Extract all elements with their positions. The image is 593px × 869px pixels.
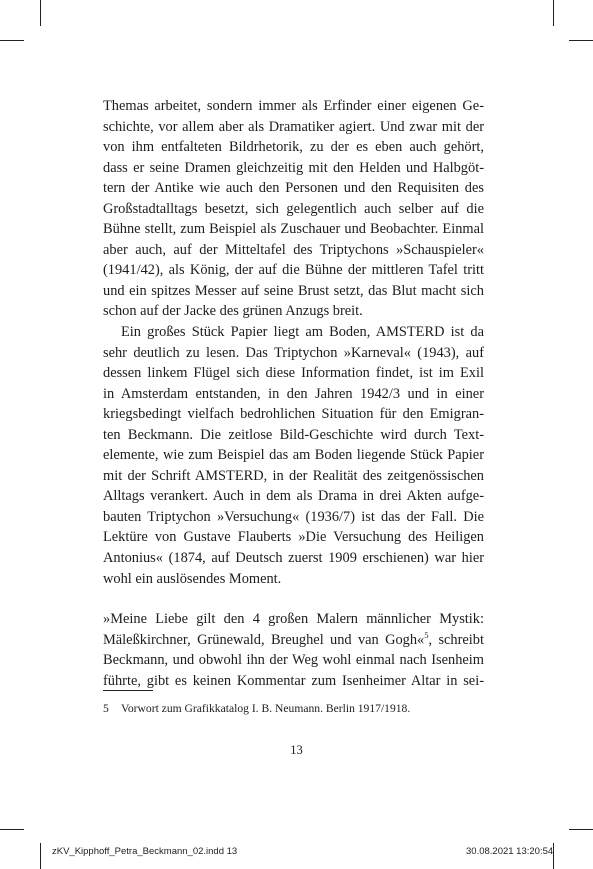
- text-line: [103, 507, 484, 528]
- line-text: bauten Triptychon »Versuchung« (1936/7) ist das der Fall. Die: [103, 508, 484, 525]
- text-line: [103, 96, 484, 117]
- text-line: [103, 425, 484, 446]
- line-text: tern der Antike wie auch den Personen und den Requisiten des: [103, 180, 484, 197]
- text-line: [103, 650, 484, 671]
- text-line: [103, 404, 484, 425]
- text-line: [103, 117, 484, 138]
- footnote: [103, 702, 484, 715]
- text-line: [103, 466, 484, 487]
- line-text: schichte, vor allem aber als Dramatiker agiert. Und zwar mit der: [103, 118, 484, 135]
- text-line: [103, 445, 484, 466]
- text-line: [103, 260, 484, 281]
- line-text: mit der Schrift AMSTERD, in der Realität des zeitgenössischen: [103, 467, 484, 484]
- text-line: [103, 548, 484, 569]
- text-line: [103, 322, 484, 343]
- line-text: führte, gibt es keinen Kommentar zum Isenheimer Altar in sei-: [103, 672, 484, 689]
- text-line: [103, 630, 484, 651]
- line-text: Lektüre von Gustave Flauberts »Die Versuchung des Heiligen: [103, 529, 484, 546]
- crop-mark: [40, 843, 41, 869]
- text-line: [103, 281, 484, 302]
- line-text: (1941/42), als König, der auf die Bühne der mittleren Tafel tritt: [103, 262, 484, 279]
- line-text: Großstadtalltags besetzt, sich gelegentlich auch selber auf die: [103, 200, 484, 217]
- crop-mark: [569, 40, 593, 41]
- text-line: [103, 363, 484, 384]
- text-line: [103, 178, 484, 199]
- line-text: Alltags verankert. Auch in dem als Drama in drei Akten aufge-: [103, 488, 484, 505]
- line-text: schon auf der Jacke des grünen Anzugs breit.: [103, 303, 363, 320]
- paragraph-block: [103, 96, 484, 589]
- footnote-rule: [103, 690, 153, 691]
- footnote-number: 5: [103, 702, 109, 715]
- line-text: wohl ein auslösendes Moment.: [103, 570, 282, 587]
- text-line: [103, 527, 484, 548]
- footnote-reference: 5: [424, 629, 429, 640]
- text-line: [103, 384, 484, 405]
- text-line: [103, 219, 484, 240]
- crop-mark: [553, 0, 554, 26]
- text-line: [103, 569, 484, 590]
- crop-mark: [0, 40, 24, 41]
- line-text: kriegsbedingt vielfach bedrohlichen Situation für den Emigran-: [103, 406, 484, 423]
- line-text: sehr deutlich zu lesen. Das Triptychon »Karneval« (1943), auf: [103, 344, 484, 361]
- crop-mark: [0, 829, 24, 830]
- text-line: [103, 137, 484, 158]
- line-text: elemente, wie zum Beispiel das am Boden liegende Stück Papier: [103, 447, 484, 464]
- line-text: aber auch, auf der Mitteltafel des Triptychons »Schauspieler«: [103, 241, 484, 258]
- line-text: Antonius« (1874, auf Deutsch zuerst 1909 erschienen) war hier: [103, 550, 484, 567]
- body-text: [103, 96, 484, 691]
- paragraph-block: [103, 609, 484, 691]
- crop-mark: [569, 829, 593, 830]
- slug-file-info: zKV_Kipphoff_Petra_Beckmann_02.indd 13: [52, 846, 238, 857]
- text-line: [103, 158, 484, 179]
- slug-timestamp: 30.08.2021 13:20:54: [466, 846, 554, 857]
- crop-mark: [40, 0, 41, 26]
- text-line: [103, 609, 484, 630]
- footnote-text: Vorwort zum Grafikkatalog I. B. Neumann. Berlin 1917/1918.: [121, 702, 411, 715]
- line-text: in Amsterdam entstanden, in den Jahren 1942/3 und in einer: [103, 385, 484, 402]
- line-text: und ein spitzes Messer auf seine Brust setzt, das Blut macht sich: [103, 282, 484, 299]
- line-text: »Meine Liebe gilt den 4 großen Malern männlicher Mystik:: [103, 611, 484, 628]
- line-text: von ihm entfalteten Bildrhetorik, zu der es eben auch gehört,: [103, 139, 484, 156]
- text-line: [103, 671, 484, 692]
- line-text: Bühne stellt, zum Beispiel als Zuschauer und Beobachter. Einmal: [103, 221, 484, 238]
- text-line: [103, 301, 484, 322]
- line-text: Ein großes Stück Papier liegt am Boden, AMSTERD ist da: [121, 324, 484, 341]
- text-line: [103, 240, 484, 261]
- line-text: Themas arbeitet, sondern immer als Erfinder einer eigenen Ge-: [103, 98, 484, 114]
- line-text: Mäleßkirchner, Grünewald, Breughel und van Gogh«: [103, 631, 425, 648]
- line-text: ten Beckmann. Die zeitlose Bild-Geschichte wird durch Text-: [103, 426, 484, 443]
- text-line: [103, 486, 484, 507]
- text-line: [103, 199, 484, 220]
- line-text: dessen linkem Flügel sich diese Information findet, ist im Exil: [103, 365, 484, 382]
- page-number: 13: [290, 743, 303, 757]
- line-text: Beckmann, und obwohl ihn der Weg wohl einmal nach Isenheim: [103, 652, 484, 669]
- text-line: [103, 343, 484, 364]
- section-gap: [103, 589, 484, 609]
- line-text: , schreibt: [428, 631, 484, 648]
- line-text: dass er seine Dramen gleichzeitig mit den Helden und Halbgöt-: [103, 159, 484, 176]
